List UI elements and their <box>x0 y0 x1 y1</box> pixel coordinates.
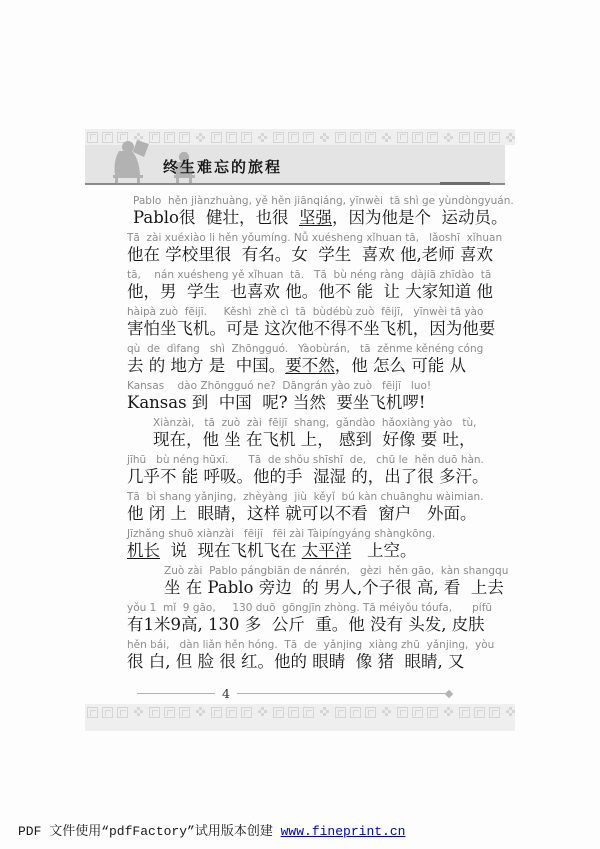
chapter-header <box>85 145 505 185</box>
pinyin-line: Xiànzài, tā zuò zài fēijī shang, gǎndào hǎoxiàng yào tù, <box>153 417 477 429</box>
hanzi-line <box>127 355 497 376</box>
pinyin-line: Zuò zài Pablo pángbiān de nánrén, gèzi hěn gāo, kàn shangqu <box>164 565 509 577</box>
text-line-pair <box>127 269 497 302</box>
meander-cross-icon <box>506 707 515 716</box>
header-rule-accent <box>440 182 490 185</box>
meander-square-icon <box>211 707 222 718</box>
hanzi-line <box>127 614 497 635</box>
meander-square-icon <box>226 707 237 718</box>
meander-square-icon <box>350 132 361 143</box>
hanzi-line <box>127 540 497 561</box>
meander-square-icon <box>87 707 98 718</box>
meander-square-icon <box>474 132 485 143</box>
hanzi-segment: 去 的 地方 是 中国。 <box>127 356 286 375</box>
pinyin-line: hàipà zuò fēijī. Kěshì zhè cì tā bùdébù zuò fēijī, yīnwèi tā yào <box>127 306 484 318</box>
hanzi-segment: 他 闭 上 眼睛，这样 就可以不看 窗户 外面。 <box>127 504 477 523</box>
meander-square-icon <box>397 132 408 143</box>
hanzi-line <box>127 244 497 265</box>
underlined-term: 要不然 <box>285 356 335 375</box>
hanzi-segment: Pablo很 健壮，也很 <box>133 208 299 227</box>
meander-square-icon <box>335 707 346 718</box>
hanzi-segment: 他，男 学生 也喜欢 他。他不 能 让 大家知道 他 <box>127 282 493 301</box>
bottom-meander-border <box>85 704 515 731</box>
pinyin-line: Tā zài xuéxiào li hěn yǒumíng. Nǚ xuésheng xǐhuan tā, lǎoshī xǐhuan <box>127 232 503 244</box>
meander-cross-icon <box>258 133 267 142</box>
underlined-term: 太平洋 <box>301 541 352 560</box>
hanzi-line <box>127 466 497 487</box>
hanzi-line <box>127 318 497 339</box>
meander-square-icon <box>273 707 284 718</box>
meander-square-icon <box>303 132 314 143</box>
meander-square-icon <box>241 132 252 143</box>
fineprint-link[interactable]: www.fineprint.cn <box>280 824 406 839</box>
hanzi-line <box>127 503 497 524</box>
pinyin-line: qù de dìfang shì Zhōngguó. Yàobùrán, tā zěnme kěnéng cóng <box>127 343 484 355</box>
text-line-pair <box>127 232 503 265</box>
pinyin-line: tā, nán xuésheng yě xǐhuan tā. Tā bù néng ràng dàjiā zhīdào tā <box>127 269 492 281</box>
meander-square-icon <box>179 707 190 718</box>
hanzi-line <box>127 651 497 672</box>
meander-square-icon <box>365 132 376 143</box>
meander-square-icon <box>489 132 500 143</box>
meander-square-icon <box>397 707 408 718</box>
meander-cross-icon <box>134 707 143 716</box>
pinyin-line: Pablo hěn jiànzhuàng, yě hěn jiānqiáng, yīnwèi tā shì ge yùndòngyuán. <box>133 195 514 207</box>
meander-cross-icon <box>196 707 205 716</box>
text-line-pair <box>127 491 497 524</box>
hanzi-line <box>127 429 497 450</box>
hanzi-line <box>127 281 497 302</box>
meander-square-icon <box>427 132 438 143</box>
hanzi-segment: 现在，他 坐 在飞机 上， 感到 好像 要 吐， <box>153 430 476 449</box>
meander-square-icon <box>350 707 361 718</box>
text-line-pair <box>127 343 497 376</box>
meander-square-icon <box>412 132 423 143</box>
pinyin-line: jīhū bù néng hūxī. Tā de shǒu shīshī de, chū le hěn duō hàn. <box>127 454 484 466</box>
meander-square-icon <box>164 707 175 718</box>
hanzi-segment: ，他 怎么 可能 从 <box>334 356 466 375</box>
footer-rule <box>237 693 446 694</box>
text-line-pair <box>127 195 514 228</box>
meander-square-icon <box>288 707 299 718</box>
hanzi-segment: Kansas 到 中国 呢? 当然 要坐飞机啰! <box>127 393 426 412</box>
hanzi-segment: 有1米9高, 130 多 公斤 重。他 没有 头发, 皮肤 <box>127 615 485 634</box>
text-line-pair <box>127 454 497 487</box>
meander-cross-icon <box>258 707 267 716</box>
underlined-term: 坚强 <box>298 208 332 227</box>
hanzi-segment: 坐 在 Pablo 旁边 的 男人,个子很 高, 看 上去 <box>164 578 504 597</box>
text-line-pair <box>127 528 497 561</box>
hanzi-segment: 说 现在飞机飞在 <box>160 541 302 560</box>
hanzi-segment: 很 白, 但 脸 很 红。他的 眼睛 像 猪 眼睛, 又 <box>127 652 465 671</box>
underlined-term: 机长 <box>127 541 160 560</box>
text-line-pair <box>127 565 509 598</box>
meander-square-icon <box>273 132 284 143</box>
meander-cross-icon <box>382 707 391 716</box>
meander-cross-icon <box>444 133 453 142</box>
pinyin-line: hěn bái, dàn liǎn hěn hóng. Tā de yǎnjing xiàng zhū yǎnjing, yòu <box>127 639 495 651</box>
hanzi-segment: 几乎不 能 呼吸。他的手 湿湿 的，出了很 多汗。 <box>127 467 489 486</box>
pinyin-line: Jīzhǎng shuō xiànzài fēijī fēi zài Tàipíngyáng shàngkōng. <box>127 528 436 540</box>
pinyin-line: yǒu 1 mǐ 9 gāo, 130 duō gōngjīn zhòng. Tā méiyǒu tóufa, pífū <box>127 602 493 614</box>
footer-diamond-icon <box>445 689 453 697</box>
hanzi-segment: ，因为他是个 运动员。 <box>331 208 508 227</box>
page-footer <box>137 686 452 701</box>
pinyin-line: Tā bì shang yǎnjing, zhèyàng jiù kěyǐ bú kàn chuānghu wàimian. <box>127 491 484 503</box>
hanzi-line <box>127 207 508 228</box>
text-line-pair <box>127 639 497 672</box>
meander-square-icon <box>241 707 252 718</box>
hanzi-line <box>127 392 497 413</box>
meander-cross-icon <box>320 707 329 716</box>
text-line-pair <box>127 306 497 339</box>
meander-cross-icon <box>444 707 453 716</box>
text-line-pair <box>127 602 497 635</box>
footer-rule <box>137 693 215 694</box>
meander-square-icon <box>365 707 376 718</box>
hanzi-segment: 他在 学校里很 有名。女 学生 喜欢 他,老师 喜欢 <box>127 245 493 264</box>
meander-square-icon <box>489 707 500 718</box>
meander-square-icon <box>288 132 299 143</box>
watermark-text: PDF 文件使用“pdfFactory”试用版本创建 <box>18 824 281 839</box>
meander-square-icon <box>303 707 314 718</box>
meander-square-icon <box>102 707 113 718</box>
meander-square-icon <box>459 132 470 143</box>
hanzi-segment: 上空。 <box>351 541 417 560</box>
meander-square-icon <box>459 707 470 718</box>
hanzi-segment: 害怕坐飞机。可是 这次他不得不坐飞机，因为他要 <box>127 319 496 338</box>
meander-square-icon <box>412 707 423 718</box>
meander-cross-icon <box>382 133 391 142</box>
pinyin-line: Kansas dào Zhōngguó ne? Dāngrán yào zuò fēijī luo! <box>127 380 432 392</box>
meander-square-icon <box>427 707 438 718</box>
chapter-title: 终生难忘的旅程 <box>163 158 283 176</box>
meander-square-icon <box>474 707 485 718</box>
meander-square-icon <box>335 132 346 143</box>
text-line-pair <box>127 380 497 413</box>
meander-square-icon <box>117 707 128 718</box>
hanzi-line <box>127 577 504 598</box>
pdf-watermark <box>18 820 405 839</box>
page-number: 4 <box>222 686 230 701</box>
lesson-text <box>127 195 514 676</box>
meander-square-icon <box>149 707 160 718</box>
text-line-pair <box>127 417 497 450</box>
meander-cross-icon <box>320 133 329 142</box>
meander-cross-icon <box>506 133 515 142</box>
